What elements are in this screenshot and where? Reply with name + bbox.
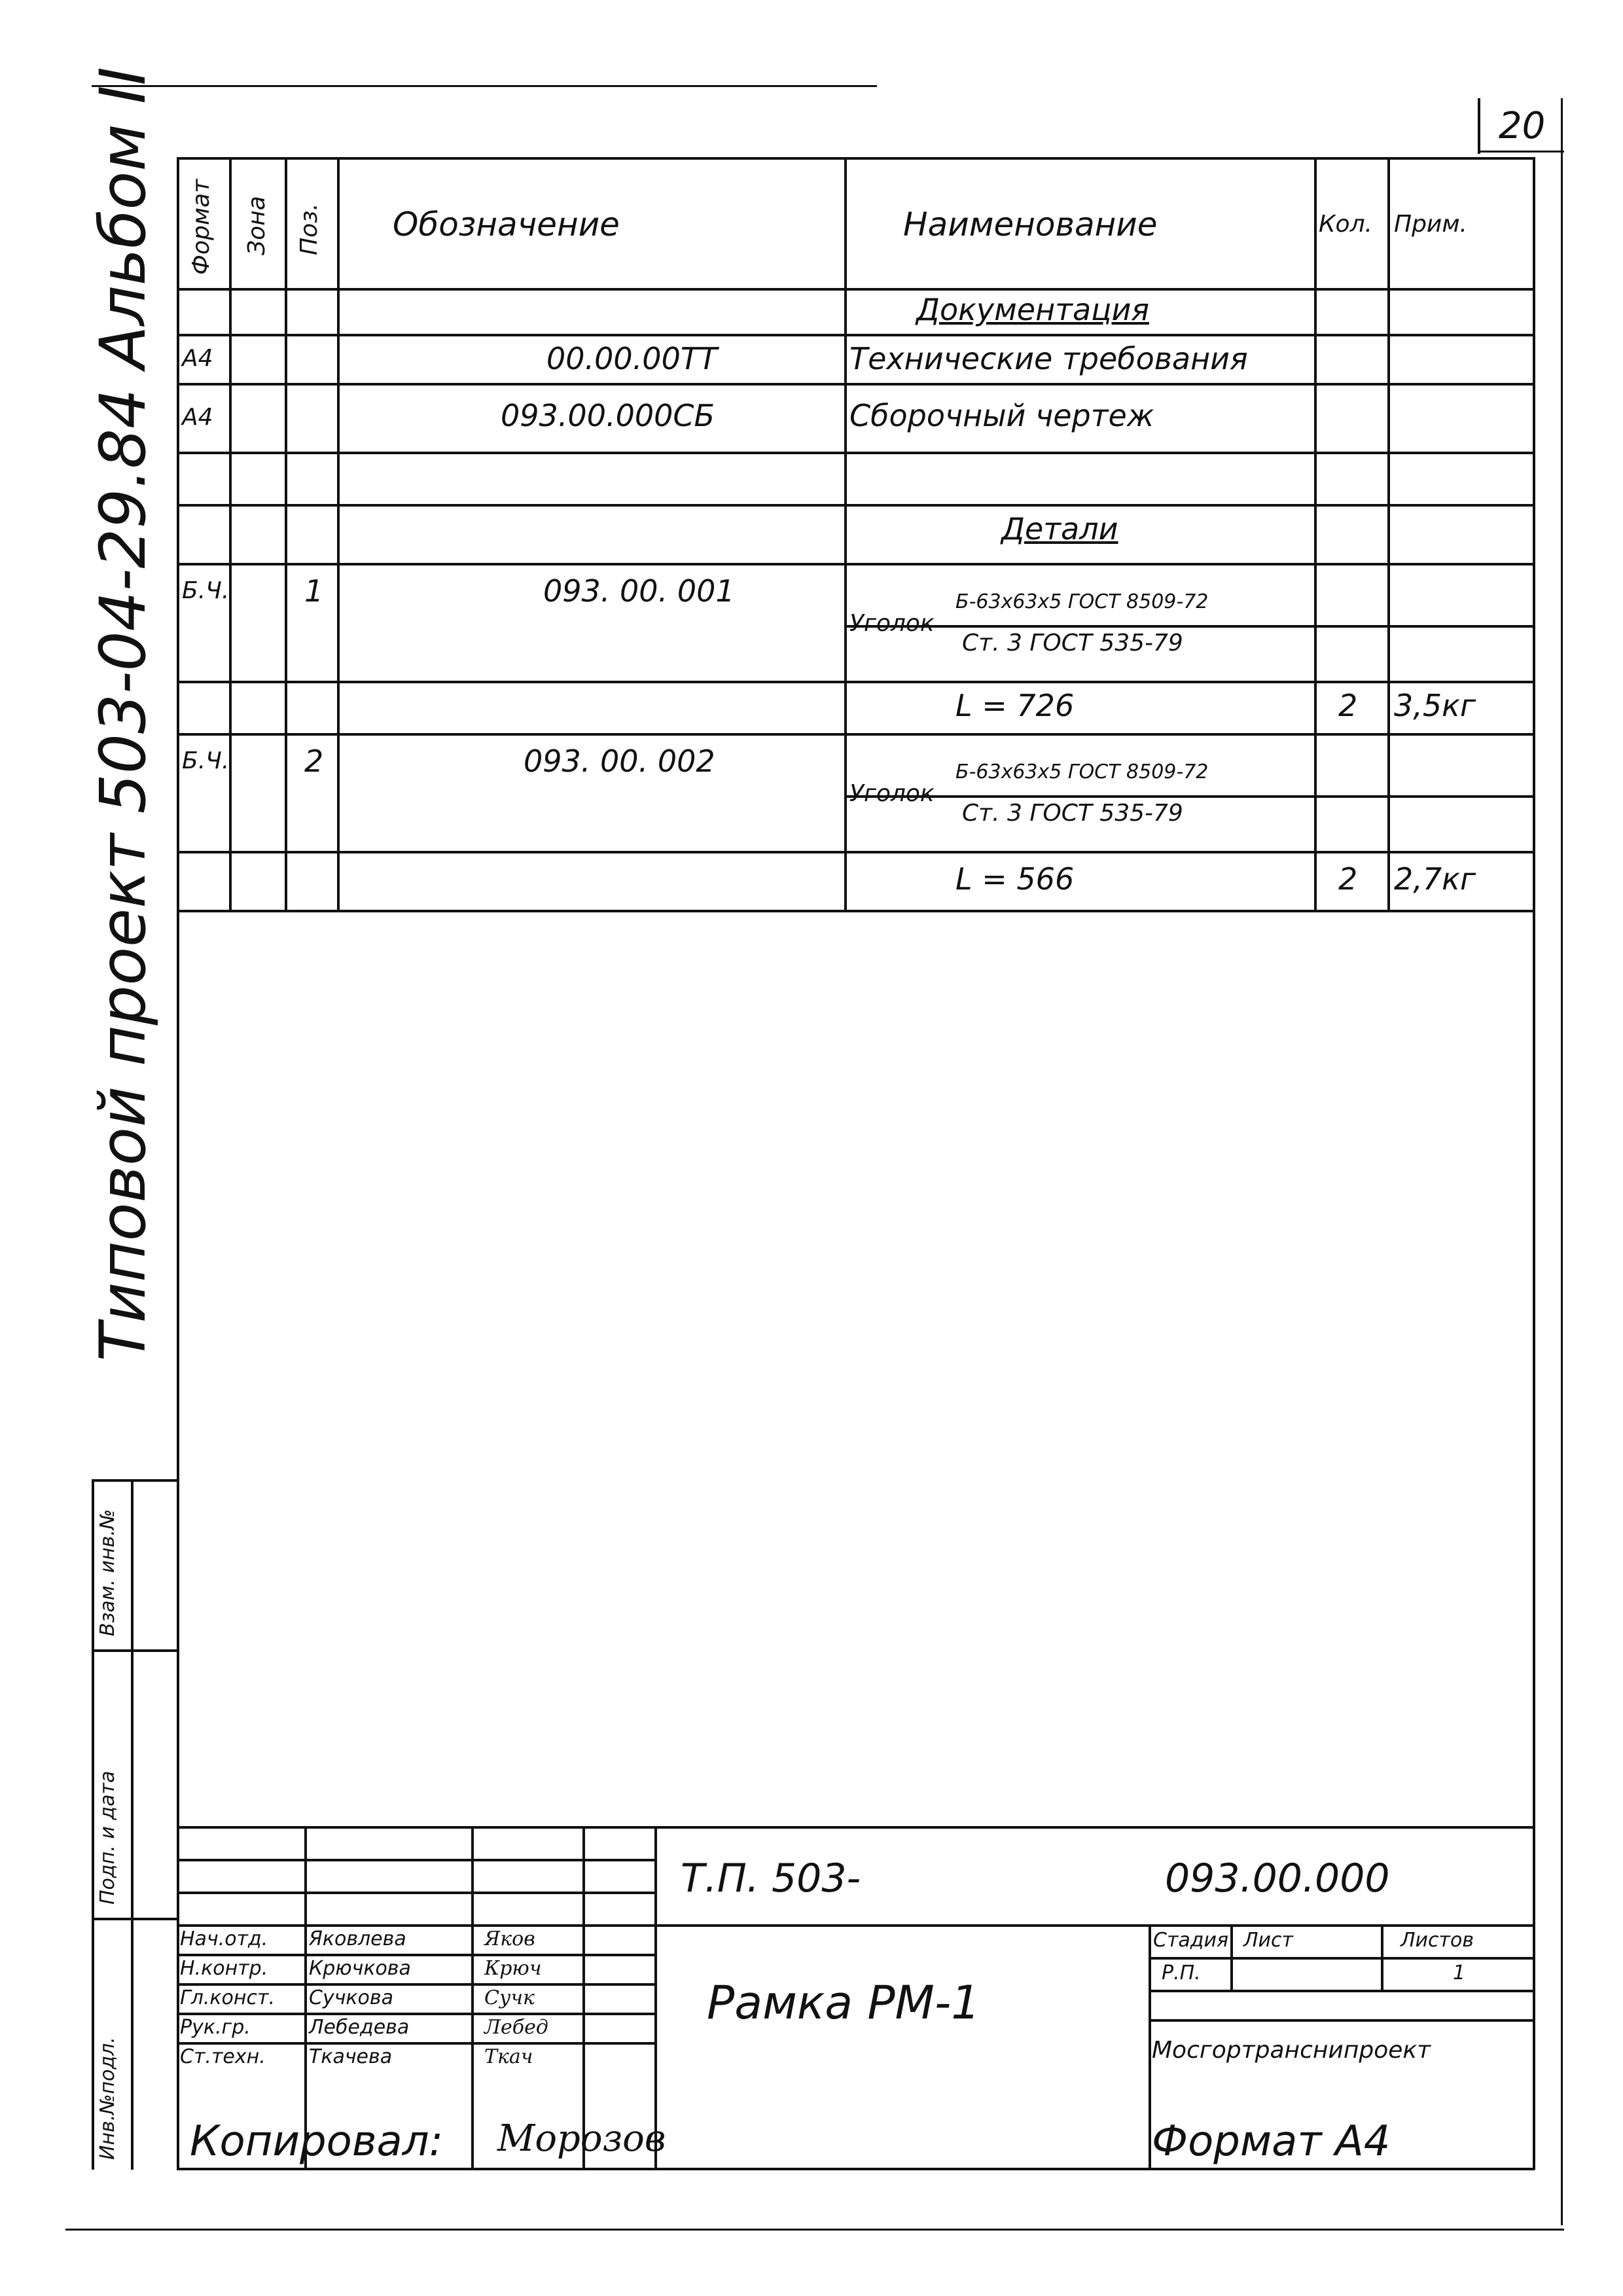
table-row-line (177, 504, 1535, 507)
header-note: Прим. (1394, 211, 1467, 238)
tb-col (471, 1826, 474, 2170)
bottom-rule (65, 2229, 1564, 2231)
row4-note: 2,7кг (1394, 861, 1476, 897)
col-line (285, 157, 287, 910)
row2-format: А4 (182, 404, 213, 431)
stamp-replace-inv: Взам. инв.№ (96, 1509, 119, 1636)
stamp-line (92, 1479, 94, 2170)
frame-top (177, 157, 1535, 160)
tb-line (1149, 1957, 1535, 1960)
table-row-line (177, 851, 1535, 853)
row2-name: Сборочный чертеж (849, 398, 1154, 433)
tb-col (1381, 1924, 1383, 1990)
person-name: Лебедева (309, 2016, 410, 2039)
tb-doc-name: Рамка РМ-1 (707, 1976, 980, 2030)
header-pos: Поз. (296, 203, 323, 255)
table-row-line (177, 334, 1535, 336)
table-row-line (844, 795, 1535, 798)
row3-name-top: Б-63х63х5 ГОСТ 8509-72 (955, 590, 1209, 613)
stamp-line (131, 1479, 134, 2170)
top-rule (92, 85, 877, 87)
header-designation: Обозначение (393, 206, 620, 243)
header-qty: Кол. (1319, 211, 1373, 238)
person-signature: Лебед (484, 2016, 548, 2039)
tb-col (1149, 1924, 1151, 2170)
row3-qty: 2 (1338, 688, 1358, 723)
row4-length: L = 566 (955, 861, 1075, 897)
right-edge-line (1561, 98, 1563, 2225)
row3-note: 3,5кг (1394, 688, 1476, 723)
copied-signature: Морозов (497, 2117, 666, 2160)
frame-left (177, 157, 179, 2170)
row2-designation: 093.00.000СБ (501, 398, 715, 433)
side-title: Типовой проект 503-04-29.84 Альбом II (86, 67, 160, 1361)
copied-label: Копировал: (190, 2117, 444, 2166)
person-signature: Яков (484, 1928, 535, 1950)
tb-organization: Мосгортранснипроект (1152, 2037, 1431, 2064)
header-zone: Зона (243, 196, 270, 255)
sheet-number: 20 (1499, 105, 1546, 147)
stamp-line (92, 1479, 177, 1482)
tb-line (1149, 2019, 1535, 2022)
row4-format: Б.Ч. (182, 747, 230, 774)
table-row-line (177, 681, 1535, 683)
table-row-line (177, 383, 1535, 386)
row4-name-main: Уголок (849, 780, 935, 807)
section-documentation: Документация (916, 292, 1150, 327)
person-name: Сучкова (309, 1986, 393, 2009)
row3-pos: 1 (304, 573, 324, 609)
table-row-line (177, 452, 1535, 454)
sheet-number-divider (1478, 98, 1480, 154)
row3-length: L = 726 (955, 688, 1075, 723)
header-format: Формат (188, 179, 215, 275)
col-line (1387, 157, 1390, 910)
row1-designation: 00.00.00ТТ (546, 341, 718, 376)
person-name: Яковлева (309, 1928, 406, 1950)
tb-line (177, 1924, 1535, 1927)
top-rule-right (1479, 151, 1564, 152)
title-block-top (177, 1826, 1535, 1829)
row4-name-bottom: Ст. 3 ГОСТ 535-79 (962, 800, 1183, 827)
person-role: Н.контр. (180, 1957, 268, 1980)
person-signature: Крюч (484, 1957, 542, 1980)
row3-name-main: Уголок (849, 610, 935, 637)
tb-stage-value: Р.П. (1162, 1962, 1201, 1984)
table-row-line (177, 910, 1535, 912)
person-role: Ст.техн. (180, 2045, 266, 2068)
row3-designation: 093. 00. 001 (543, 573, 735, 609)
table-row-line (177, 563, 1535, 565)
person-name: Ткачева (309, 2045, 393, 2068)
tb-sheets-label: Листов (1400, 1929, 1474, 1952)
row4-designation: 093. 00. 002 (524, 744, 715, 779)
tb-doc-code: 093.00.000 (1165, 1856, 1390, 1901)
frame-right (1533, 157, 1535, 2170)
person-role: Нач.отд. (180, 1928, 268, 1950)
frame-bottom (177, 2168, 1535, 2170)
stamp-sign-date: Подп. и дата (96, 1770, 119, 1905)
row3-format: Б.Ч. (182, 577, 230, 604)
format-label: Формат А4 (1152, 2117, 1391, 2166)
table-row-line (177, 733, 1535, 736)
row3-name-bottom: Ст. 3 ГОСТ 535-79 (962, 630, 1183, 656)
row4-qty: 2 (1338, 861, 1358, 897)
row4-pos: 2 (304, 744, 324, 779)
tb-line (1149, 1990, 1535, 1992)
person-role: Рук.гр. (180, 2016, 251, 2039)
header-name: Наименование (903, 206, 1158, 243)
table-row-line (844, 625, 1535, 628)
table-row-line (177, 288, 1535, 291)
person-role: Гл.конст. (180, 1986, 276, 2009)
row1-format: А4 (182, 345, 213, 372)
col-line (1314, 157, 1317, 910)
tb-project-code: Т.П. 503- (681, 1856, 861, 1901)
row1-name: Технические требования (849, 341, 1248, 376)
section-details: Детали (1001, 511, 1118, 547)
tb-sheet-label: Лист (1243, 1929, 1294, 1952)
stamp-inv-no: Инв.№подл. (96, 2037, 119, 2160)
tb-sheets-value: 1 (1453, 1962, 1466, 1984)
tb-stage-label: Стадия (1153, 1929, 1229, 1952)
person-name: Крючкова (309, 1957, 411, 1980)
person-signature: Ткач (484, 2045, 533, 2068)
col-line (844, 157, 847, 910)
row4-name-top: Б-63х63х5 ГОСТ 8509-72 (955, 761, 1209, 783)
stamp-line (92, 1918, 177, 1920)
col-line (229, 157, 232, 910)
tb-col (1230, 1924, 1233, 1990)
person-signature: Сучк (484, 1986, 535, 2009)
stamp-line (92, 1649, 177, 1652)
col-line (337, 157, 340, 910)
